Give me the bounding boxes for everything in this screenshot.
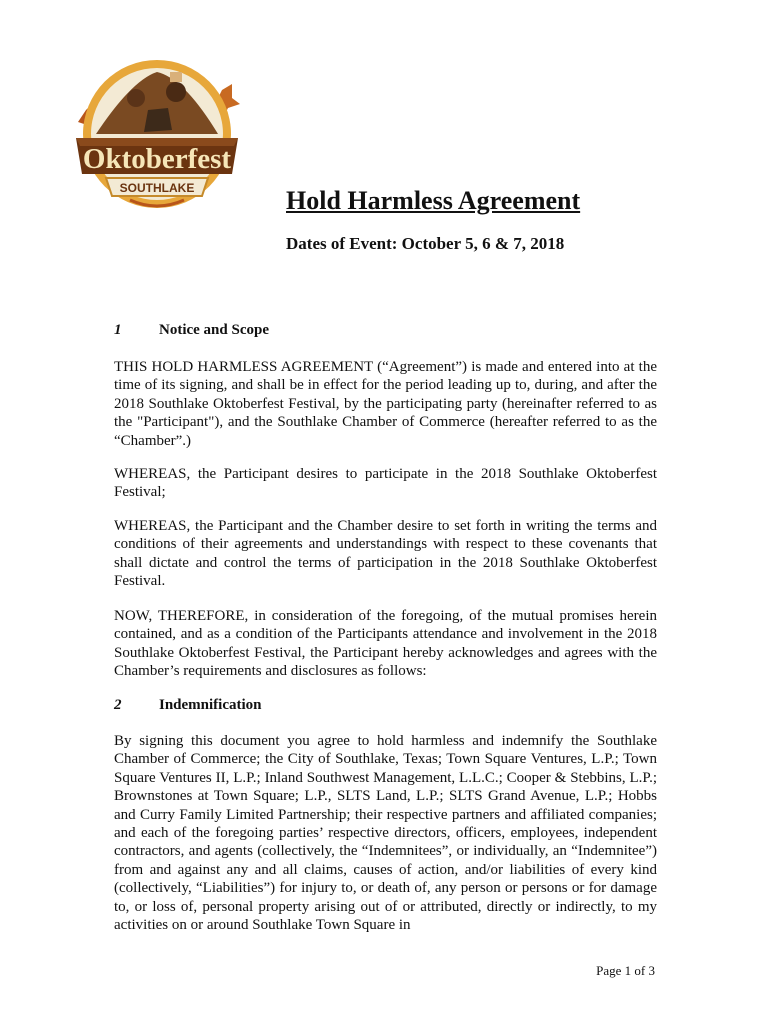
section-title: Notice and Scope (159, 322, 269, 338)
svg-text:SOUTHLAKE: SOUTHLAKE (119, 181, 195, 195)
oktoberfest-southlake-logo (72, 50, 242, 220)
logo-graphic (72, 50, 242, 220)
section-heading-notice (114, 322, 269, 339)
paragraph: By signing this document you agree to hold harmless and indemnify the Southlake Chamber of Commerce; the City of Southlake, Texas; Town Square Ventures, L.P.; Town Square Ventures II, L.P.; Inland Southwest Management, L.L.C.; Cooper & Stebbins, L.P.; Brownstones at Town Square; L.P., SLTS Land, L.P.; SLTS Grand Avenue, L.P.; Hobbs and Curry Family Limited Partnership; their respective partners and affiliated companies; and each of the foregoing parties’ respective directors, officers, employees, independent contractors, and agents (collectively, the “Indemnitees”, or individually, an “Indemnitee”) from and against any and all claims, causes of action, and/or liabilities of every kind (collectively, “Liabilities”) for injury to, or death of, any person or persons or for damage to, or loss of, personal property arising out of or attributed, directly or indirectly, to my activities on or around Southlake Town Square in (114, 733, 657, 934)
section-title: Indemnification (159, 697, 262, 713)
event-dates: Dates of Event: October 5, 6 & 7, 2018 (286, 234, 565, 253)
paragraph: WHEREAS, the Participant and the Chamber desire to set forth in writing the terms and conditions of their agreements and understandings with respect to these covenants that shall dictate and control the terms of participation in the 2018 Southlake Oktoberfest Festival. (114, 518, 657, 590)
page-number: Page 1 of 3 (596, 963, 655, 978)
section-number: 2 (114, 697, 122, 713)
paragraph: THIS HOLD HARMLESS AGREEMENT (“Agreement”) is made and entered into at the time of its signing, and shall be in effect for the period leading up to, during, and after the 2018 Southlake Oktoberfest Festival, by the participating party (hereinafter referred to as the "Participant"), and the Southlake Chamber of Commerce (hereafter referred to as the “Chamber”.) (114, 359, 657, 449)
document-title: Hold Harmless Agreement (286, 186, 581, 215)
paragraph: WHEREAS, the Participant desires to participate in the 2018 Southlake Oktoberfest Festival; (114, 466, 657, 501)
paragraph: NOW, THEREFORE, in consideration of the foregoing, of the mutual promises herein contained, and as a condition of the Participants attendance and involvement in the 2018 Southlake Oktoberfest Festival, the Participant hereby acknowledges and agrees with the Chamber’s requirements and disclosures as follows: (114, 608, 657, 680)
section-number: 1 (114, 322, 122, 338)
section-heading-indemnification (114, 697, 262, 714)
svg-text:Oktoberfest: Oktoberfest (82, 143, 232, 175)
